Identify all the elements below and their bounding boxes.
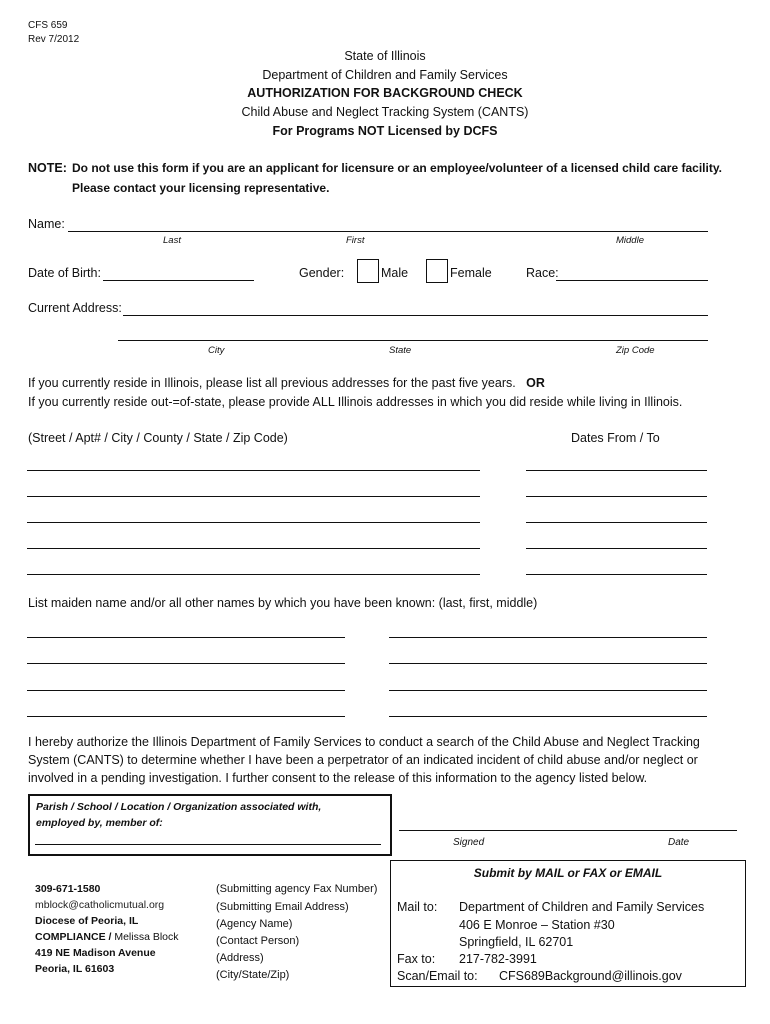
previous-instructions-out-of-state: If you currently reside out-=of-state, please provide ALL Illinois addresses in which you did reside while living in Illinois. (28, 395, 683, 409)
parish-label-line1: Parish / School / Location / Organization associated with, (36, 801, 322, 813)
consent-line3: involved in a pending investigation. I further consent to the release of this information to the agency listed below. (28, 771, 648, 785)
agency-name: Diocese of Peoria, IL (35, 915, 139, 927)
mail-address-line3: Springfield, IL 62701 (459, 935, 574, 949)
maiden-name-instructions: List maiden name and/or all other names by which you have been known: (last, first, middle) (28, 596, 538, 610)
form-id: CFS 659 (28, 20, 68, 31)
previous-dates-line[interactable] (526, 548, 707, 549)
header-state: State of Illinois (344, 49, 426, 63)
parish-label-line2: employed by, member of: (36, 817, 163, 829)
agency-address-caption: (Address) (216, 952, 264, 964)
other-name-line[interactable] (27, 663, 345, 664)
header-title: AUTHORIZATION FOR BACKGROUND CHECK (247, 86, 523, 100)
submit-box (390, 860, 746, 987)
agency-name-caption: (Agency Name) (216, 918, 293, 930)
header-department: Department of Children and Family Services (262, 68, 508, 82)
male-checkbox[interactable] (357, 259, 379, 283)
previous-address-line[interactable] (27, 574, 480, 575)
other-name-line[interactable] (27, 716, 345, 717)
other-name-line[interactable] (389, 663, 707, 664)
mail-address-line2: 406 E Monroe – Station #30 (459, 918, 615, 932)
email-label: Scan/Email to: (397, 969, 478, 983)
previous-address-line[interactable] (27, 496, 480, 497)
agency-contact-name: Melissa Block (111, 931, 179, 943)
male-label: Male (381, 266, 409, 280)
race-field[interactable] (556, 280, 708, 281)
header-subtitle: For Programs NOT Licensed by DCFS (272, 124, 498, 138)
agency-city-caption: (City/State/Zip) (216, 969, 290, 981)
note-line1: Do not use this form if you are an applicant for licensure or an employee/volunteer of a licensed child care facility. (72, 161, 722, 175)
other-name-line[interactable] (389, 716, 707, 717)
city-state-zip-field[interactable] (118, 340, 708, 341)
name-last-caption: Last (163, 235, 181, 246)
other-name-line[interactable] (27, 690, 345, 691)
zip-caption: Zip Code (616, 345, 655, 356)
parish-box (28, 794, 392, 856)
name-field[interactable] (68, 231, 708, 232)
header-cants: Child Abuse and Neglect Tracking System (CANTS) (241, 105, 529, 119)
consent-line1: I hereby authorize the Illinois Department of Family Services to conduct a search of the Child Abuse and Neglect Tracking (28, 735, 700, 749)
name-middle-caption: Middle (616, 235, 644, 246)
other-name-line[interactable] (389, 637, 707, 638)
agency-email[interactable]: mblock@catholicmutual.org (35, 899, 165, 911)
agency-fax-caption: (Submitting agency Fax Number) (216, 883, 378, 895)
race-label: Race: (526, 266, 559, 280)
other-name-line[interactable] (27, 637, 345, 638)
parish-field[interactable] (35, 844, 381, 845)
female-checkbox[interactable] (426, 259, 448, 283)
dob-field[interactable] (103, 280, 254, 281)
form-revision: Rev 7/2012 (28, 34, 80, 45)
address-label: Current Address: (28, 301, 122, 315)
agency-contact (35, 931, 179, 943)
dob-label: Date of Birth: (28, 266, 101, 280)
date-caption: Date (668, 837, 690, 848)
name-first-caption: First (346, 235, 365, 246)
agency-contact-role: COMPLIANCE / (35, 931, 112, 943)
gender-label: Gender: (299, 266, 345, 280)
state-caption: State (389, 345, 412, 356)
note-line2: Please contact your licensing representative. (72, 181, 330, 195)
agency-street: 419 NE Madison Avenue (35, 947, 156, 959)
agency-email-caption: (Submitting Email Address) (216, 901, 349, 913)
or-text: OR (526, 376, 545, 390)
consent-line2: System (CANTS) to determine whether I have been a perpetrator of an indicated incident of child abuse and/or neglect or (28, 753, 698, 767)
previous-address-line[interactable] (27, 470, 480, 471)
agency-city: Peoria, IL 61603 (35, 963, 115, 975)
signature-line[interactable] (399, 830, 737, 831)
submit-email[interactable]: CFS689Background@illinois.gov (499, 969, 682, 983)
previous-instructions-il (28, 376, 545, 390)
previous-dates-line[interactable] (526, 470, 707, 471)
previous-address-line[interactable] (27, 548, 480, 549)
submit-title: Submit by MAIL or FAX or EMAIL (473, 866, 663, 880)
address-column-header: (Street / Apt# / City / County / State / Zip Code) (28, 431, 288, 445)
previous-instructions-text: If you currently reside in Illinois, please list all previous addresses for the past five years. (28, 376, 516, 390)
previous-dates-line[interactable] (526, 496, 707, 497)
previous-dates-line[interactable] (526, 522, 707, 523)
other-name-line[interactable] (389, 690, 707, 691)
previous-dates-line[interactable] (526, 574, 707, 575)
name-label: Name: (28, 217, 65, 231)
dates-column-header: Dates From / To (571, 431, 660, 445)
note-label: NOTE: (28, 161, 67, 175)
street-field[interactable] (123, 315, 708, 316)
signed-caption: Signed (453, 837, 485, 848)
mail-label: Mail to: (397, 900, 438, 914)
previous-address-line[interactable] (27, 522, 480, 523)
mail-address-line1: Department of Children and Family Services (459, 900, 705, 914)
fax-number: 217-782-3991 (459, 952, 537, 966)
fax-label: Fax to: (397, 952, 436, 966)
agency-phone: 309-671-1580 (35, 883, 101, 895)
city-caption: City (208, 345, 225, 356)
female-label: Female (450, 266, 492, 280)
agency-contact-caption: (Contact Person) (216, 935, 300, 947)
